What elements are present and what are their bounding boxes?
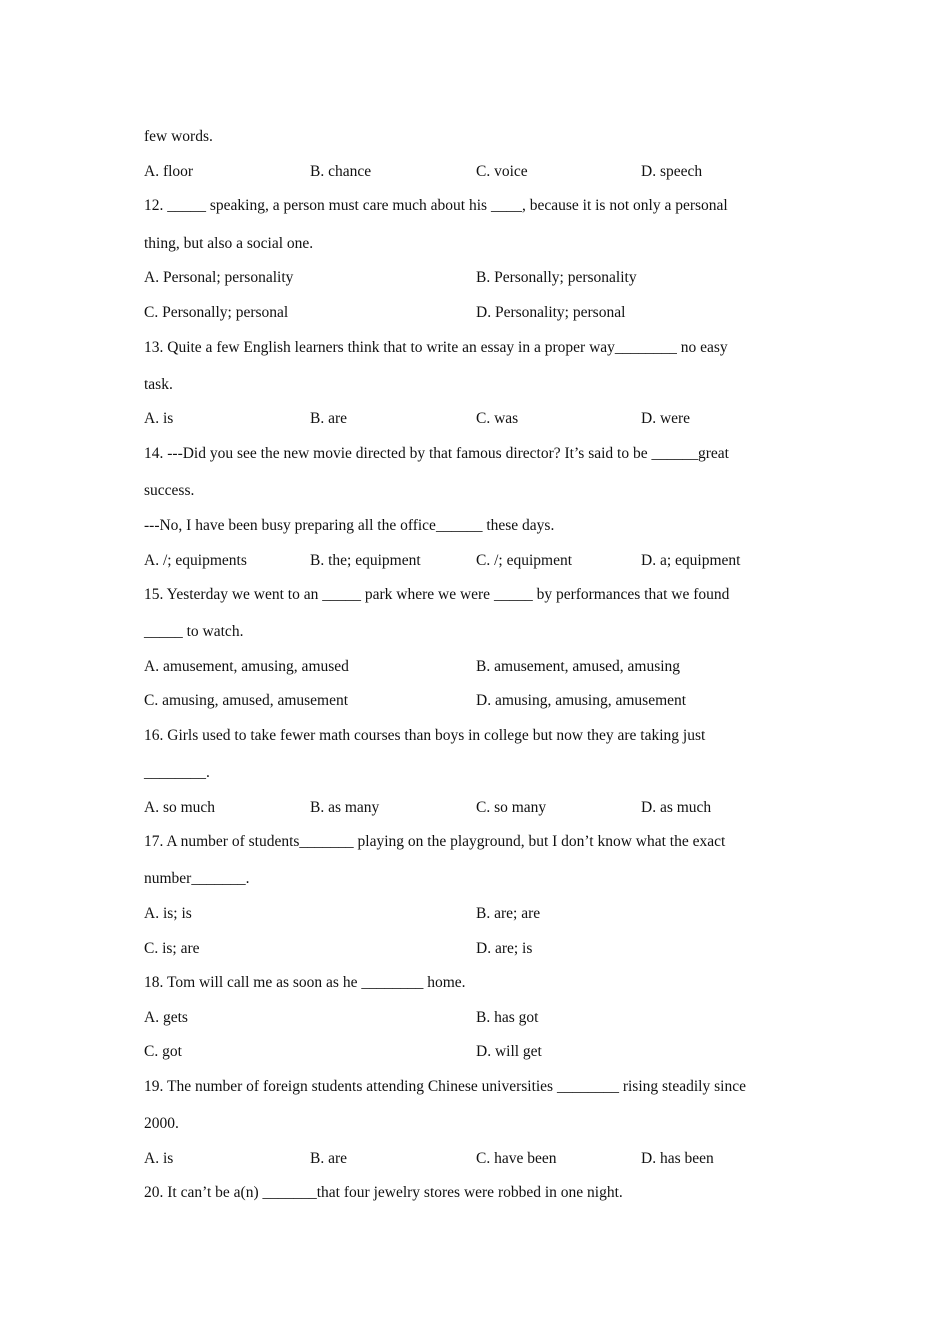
question-13: 13. Quite a few English learners think that to write an essay in a proper way________ no easy [144, 339, 728, 356]
question-16: 16. Girls used to take fewer math courses than boys in college but now they are taking just [144, 727, 706, 744]
q17-option-b: B. are; are [476, 905, 541, 922]
q13-option-a: A. is [144, 410, 174, 427]
question-13-cont: task. [144, 376, 173, 393]
question-15-cont: _____ to watch. [144, 623, 244, 640]
question-11-tail: few words. [144, 128, 213, 145]
q18-option-a: A. gets [144, 1009, 188, 1026]
q13-option-c: C. was [476, 410, 519, 427]
q12-option-b: B. Personally; personality [476, 269, 637, 286]
q18-option-c: C. got [144, 1043, 182, 1060]
q14-option-c: C. /; equipment [476, 552, 573, 569]
q18-option-b: B. has got [476, 1009, 539, 1026]
question-19: 19. The number of foreign students attending Chinese universities ________ rising steadily since [144, 1078, 746, 1095]
q17-option-c: C. is; are [144, 940, 200, 957]
q15-option-b: B. amusement, amused, amusing [476, 658, 681, 675]
q11-option-b: B. chance [310, 163, 372, 180]
q19-option-c: C. have been [476, 1150, 557, 1167]
question-14-reply: ---No, I have been busy preparing all the office______ these days. [144, 517, 555, 534]
q11-option-d: D. speech [641, 163, 703, 180]
question-15: 15. Yesterday we went to an _____ park where we were _____ by performances that we found [144, 586, 730, 603]
question-14: 14. ---Did you see the new movie directed by that famous director? It’s said to be ______great [144, 445, 729, 462]
q16-option-c: C. so many [476, 799, 547, 816]
question-16-cont: ________. [144, 764, 210, 781]
q13-option-b: B. are [310, 410, 348, 427]
question-19-cont: 2000. [144, 1115, 179, 1132]
q16-option-b: B. as many [310, 799, 380, 816]
question-17: 17. A number of students_______ playing on the playground, but I don’t know what the exact [144, 833, 726, 850]
question-14-cont: success. [144, 482, 195, 499]
q12-option-a: A. Personal; personality [144, 269, 294, 286]
q19-option-d: D. has been [641, 1150, 714, 1167]
question-20: 20. It can’t be a(n) _______that four jewelry stores were robbed in one night. [144, 1184, 623, 1201]
q16-option-a: A. so much [144, 799, 216, 816]
question-12-cont: thing, but also a social one. [144, 235, 314, 252]
q14-option-b: B. the; equipment [310, 552, 421, 569]
q13-option-d: D. were [641, 410, 691, 427]
q15-option-d: D. amusing, amusing, amusement [476, 692, 687, 709]
q19-option-b: B. are [310, 1150, 348, 1167]
q14-option-a: A. /; equipments [144, 552, 247, 569]
question-12: 12. _____ speaking, a person must care much about his ____, because it is not only a personal [144, 197, 728, 214]
q14-option-d: D. a; equipment [641, 552, 741, 569]
q19-option-a: A. is [144, 1150, 174, 1167]
q12-option-d: D. Personality; personal [476, 304, 626, 321]
q16-option-d: D. as much [641, 799, 712, 816]
q15-option-c: C. amusing, amused, amusement [144, 692, 349, 709]
q17-option-d: D. are; is [476, 940, 533, 957]
question-18: 18. Tom will call me as soon as he ________ home. [144, 974, 466, 991]
q11-option-a: A. floor [144, 163, 194, 180]
q12-option-c: C. Personally; personal [144, 304, 289, 321]
question-17-cont: number_______. [144, 870, 250, 887]
q15-option-a: A. amusement, amusing, amused [144, 658, 349, 675]
q18-option-d: D. will get [476, 1043, 542, 1060]
q11-option-c: C. voice [476, 163, 528, 180]
q17-option-a: A. is; is [144, 905, 192, 922]
